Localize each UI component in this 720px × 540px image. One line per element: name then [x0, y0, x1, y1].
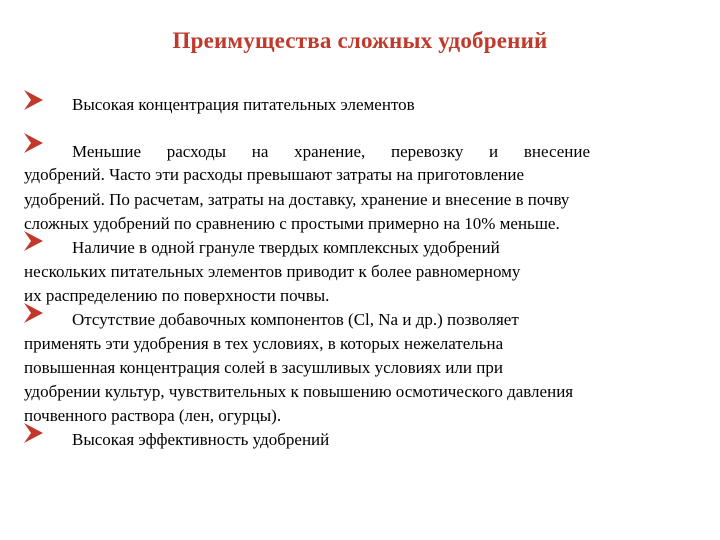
arrowhead-icon [22, 230, 44, 252]
bullet-2-line-4: сложных удобрений по сравнению с простыми примерно на 10% меньше. [24, 214, 560, 233]
bullet-2-line-3: удобрений. По расчетам, затраты на доставку, хранение и внесение в почву [24, 190, 570, 209]
arrowhead-icon [22, 422, 44, 444]
bullet-2-line-2: удобрений. Часто эти расходы превышают затраты на приготовление [24, 165, 525, 184]
bullet-4-line-3: повышенная концентрация солей в засушливых условиях или при [24, 358, 503, 377]
arrowhead-icon [22, 132, 44, 154]
bullet-1-line-1: Высокая концентрация питательных элементов [72, 95, 415, 114]
bullet-3-line-2: нескольких питательных элементов приводит к более равномерному [24, 262, 521, 281]
bullet-5-line-1: Высокая эффективность удобрений [72, 430, 330, 449]
bullet-3-line-1: Наличие в одной грануле твердых комплексных удобрений [72, 238, 500, 257]
arrowhead-icon [22, 302, 44, 324]
bullet-2-line-1: Меньшие расходы на хранение, перевозку и внесение [72, 142, 590, 161]
slide-title: Преимущества сложных удобрений [172, 28, 548, 53]
bullet-4-line-2: применять эти удобрения в тех условиях, в которых нежелательна [24, 334, 504, 353]
bullet-4-line-1: Отсутствие добавочных компонентов (Cl, Na и др.) позволяет [72, 310, 519, 329]
arrowhead-icon [22, 89, 44, 111]
bullet-4-line-5: почвенного раствора (лен, огурцы). [24, 406, 282, 425]
bullet-3-line-3: их распределению по поверхности почвы. [24, 286, 330, 305]
bullet-4-line-4: удобрении культур, чувствительных к повышению осмотического давления [24, 382, 574, 401]
